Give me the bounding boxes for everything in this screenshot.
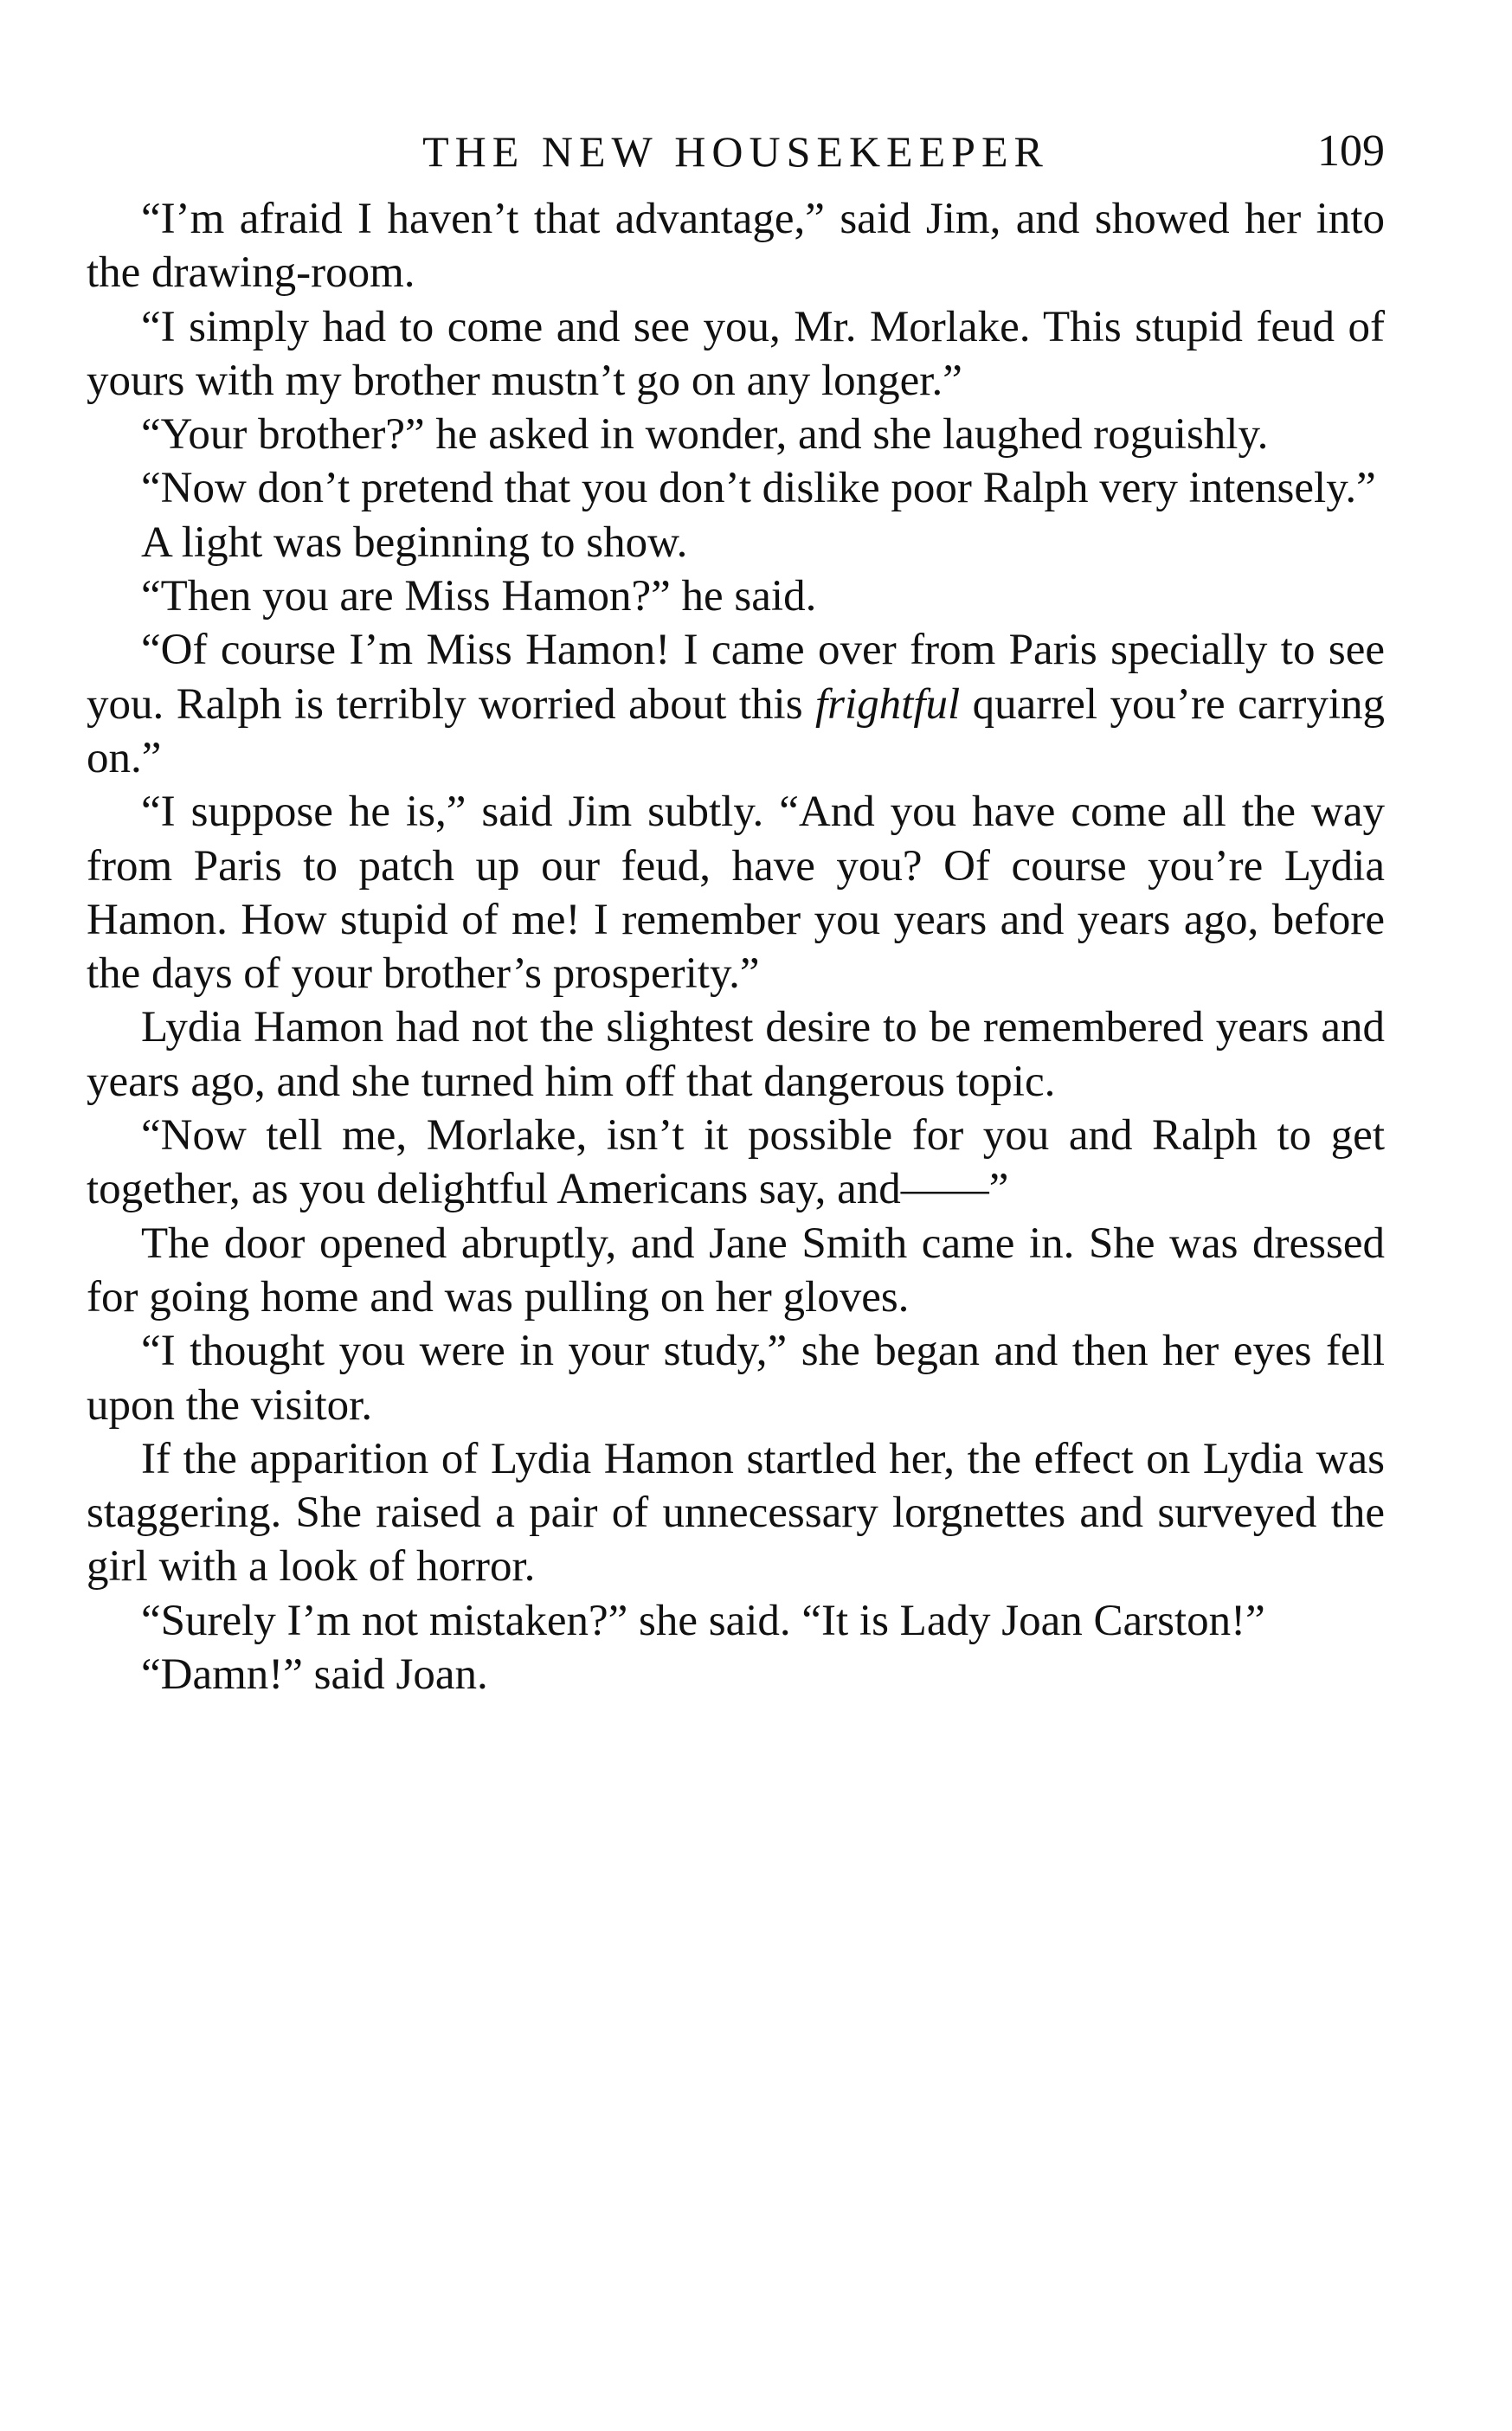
paragraph-13: If the apparition of Lydia Hamon startled her, the effect on Lydia was staggering. She raised a pair of unnecessary lorgnettes and surveyed the girl with a look of horror.	[87, 1434, 1385, 1592]
paragraph-12: “I thought you were in your study,” she began and then her eyes fell upon the visitor.	[87, 1327, 1385, 1430]
paragraph-8: “I suppose he is,” said Jim subtly. “And you have come all the way from Paris to patch up our feud, have you? Of course you’re Lydia Hamon. How stupid of me! I remember you years and years ago, before the days of your brother’s prosperity.”	[87, 788, 1385, 999]
paragraph-2: “I simply had to come and see you, Mr. Morlake. This stupid feud of yours with my brother mustn’t go on any longer.”	[87, 302, 1385, 405]
page-number: 109	[1317, 126, 1385, 176]
paragraph-7-start: “Of course I’m Miss Hamon! I came over from Paris specially to see you. Ralph is terribly worried about this	[87, 626, 1385, 729]
paragraph-5: A light was beginning to show.	[141, 518, 688, 567]
paragraph-6: “Then you are Miss Hamon?” he said.	[141, 572, 817, 621]
running-title: THE NEW HOUSEKEEPER	[422, 127, 1049, 176]
paragraph-7-end: quarrel you’re carrying on.”	[87, 679, 1385, 782]
paragraph-1: “I’m afraid I haven’t that advantage,” said Jim, and showed her into the drawing-room.	[87, 195, 1385, 298]
paragraph-4: “Now don’t pretend that you don’t dislike poor Ralph very intensely.”	[141, 464, 1376, 513]
paragraph-14: “Surely I’m not mistaken?” she said. “It is Lady Joan Carston!”	[141, 1596, 1265, 1645]
paragraph-3: “Your brother?” he asked in wonder, and she laughed roguishly.	[141, 410, 1269, 460]
body-text	[87, 192, 1385, 1701]
running-head	[87, 121, 1385, 182]
paragraph-7	[87, 623, 1385, 785]
paragraph-11: The door opened abruptly, and Jane Smith came in. She was dressed for going home and was pulling on her gloves.	[87, 1219, 1385, 1322]
emphasis-frightful: frightful	[815, 679, 961, 729]
paragraph-9: Lydia Hamon had not the slightest desire to be remembered years and years ago, and she turned him off that dangerous topic.	[87, 1003, 1385, 1106]
paragraph-15: “Damn!” said Joan.	[141, 1650, 488, 1700]
paragraph-10: “Now tell me, Morlake, isn’t it possible for you and Ralph to get together, as you delightful Americans say, and——”	[87, 1111, 1385, 1214]
